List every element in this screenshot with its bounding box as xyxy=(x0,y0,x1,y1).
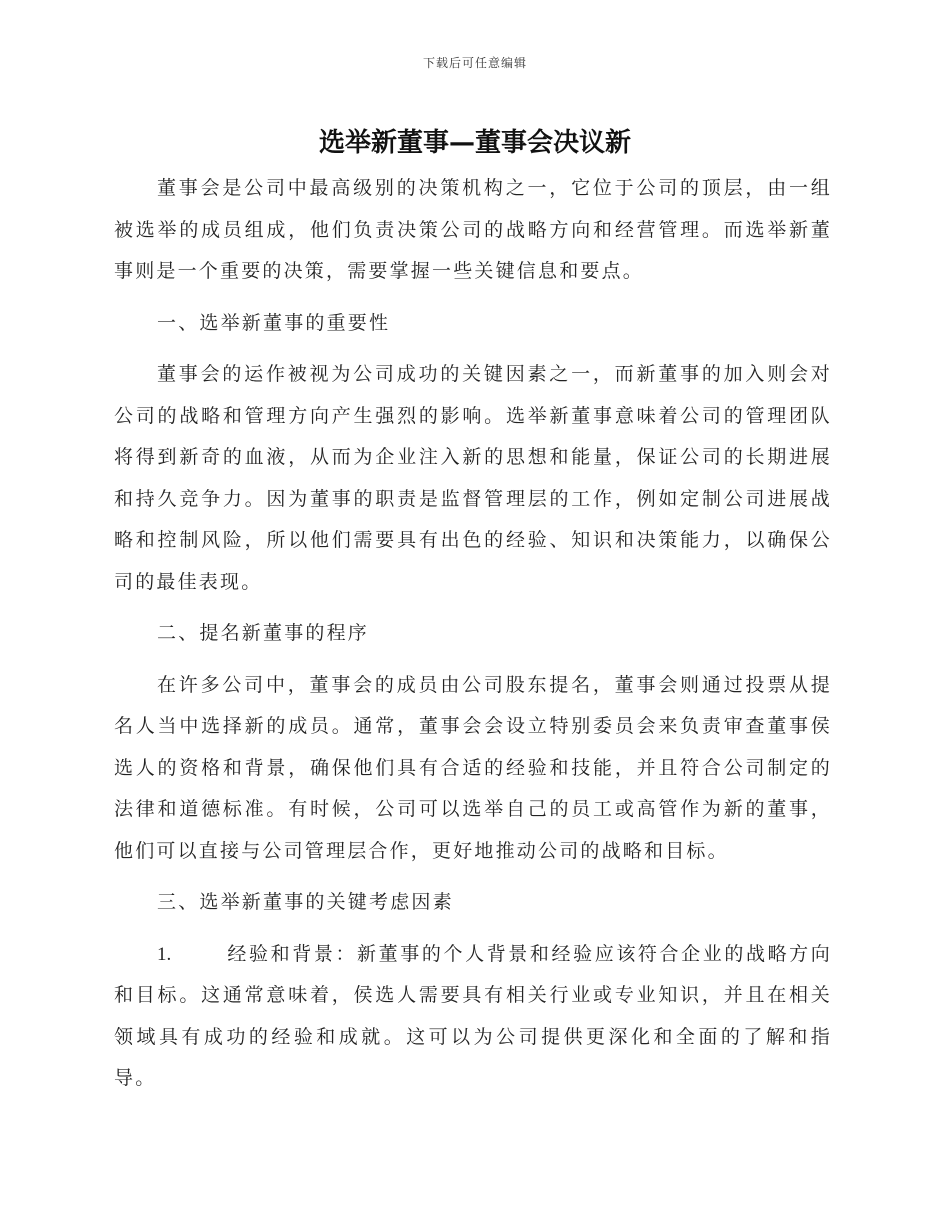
list-item-number: 1. xyxy=(157,943,172,965)
section-heading-procedure: 二、提名新董事的程序 xyxy=(157,622,370,644)
section-heading-importance: 一、选举新董事的重要性 xyxy=(157,311,391,334)
list-item-text: 经验和背景：新董事的个人背景和经验应该符合企业的战略方向和目标。这通常意味着，侯选人需要具有相关行业或专业知识，并且在相关领域具有成功的经验和成就。这可以为公司提供更深化和全面的了解和指导。 xyxy=(114,942,832,1089)
section-paragraph-importance: 董事会的运作被视为公司成功的关键因素之一，而新董事的加入则会对公司的战略和管理方向产生强烈的影响。选举新董事意味着公司的管理团队将得到新奇的血液，从而为企业注入新的思想和能量，保证公司的长期进展和持久竞争力。因为董事的职责是监督管理层的工作，例如定制公司进展战略和控制风险，所以他们需要具有出色的经验、知识和决策能力，以确保公司的最佳表现。 xyxy=(114,363,832,593)
list-item xyxy=(114,934,832,1100)
section-paragraph-procedure: 在许多公司中，董事会的成员由公司股东提名，董事会则通过投票从提名人当中选择新的成员。通常，董事会会设立特别委员会来负责审查董事侯选人的资格和背景，确保他们具有合适的经验和技能，并且符合公司制定的法律和道德标准。有时候，公司可以选举自己的员工或高管作为新的董事，他们可以直接与公司管理层合作，更好地推动公司的战略和目标。 xyxy=(114,673,832,862)
intro-paragraph: 董事会是公司中最高级别的决策机构之一，它位于公司的顶层，由一组被选举的成员组成，他们负责决策公司的战略方向和经营管理。而选举新董事则是一个重要的决策，需要掌握一些关键信息和要点。 xyxy=(114,177,832,282)
header-note: 下载后可任意编辑 xyxy=(422,56,527,70)
document-body xyxy=(114,168,832,1100)
document-title: 选举新董事—董事会决议新 xyxy=(318,128,631,158)
section-heading-key-factors: 三、选举新董事的关键考虑因素 xyxy=(157,891,454,913)
